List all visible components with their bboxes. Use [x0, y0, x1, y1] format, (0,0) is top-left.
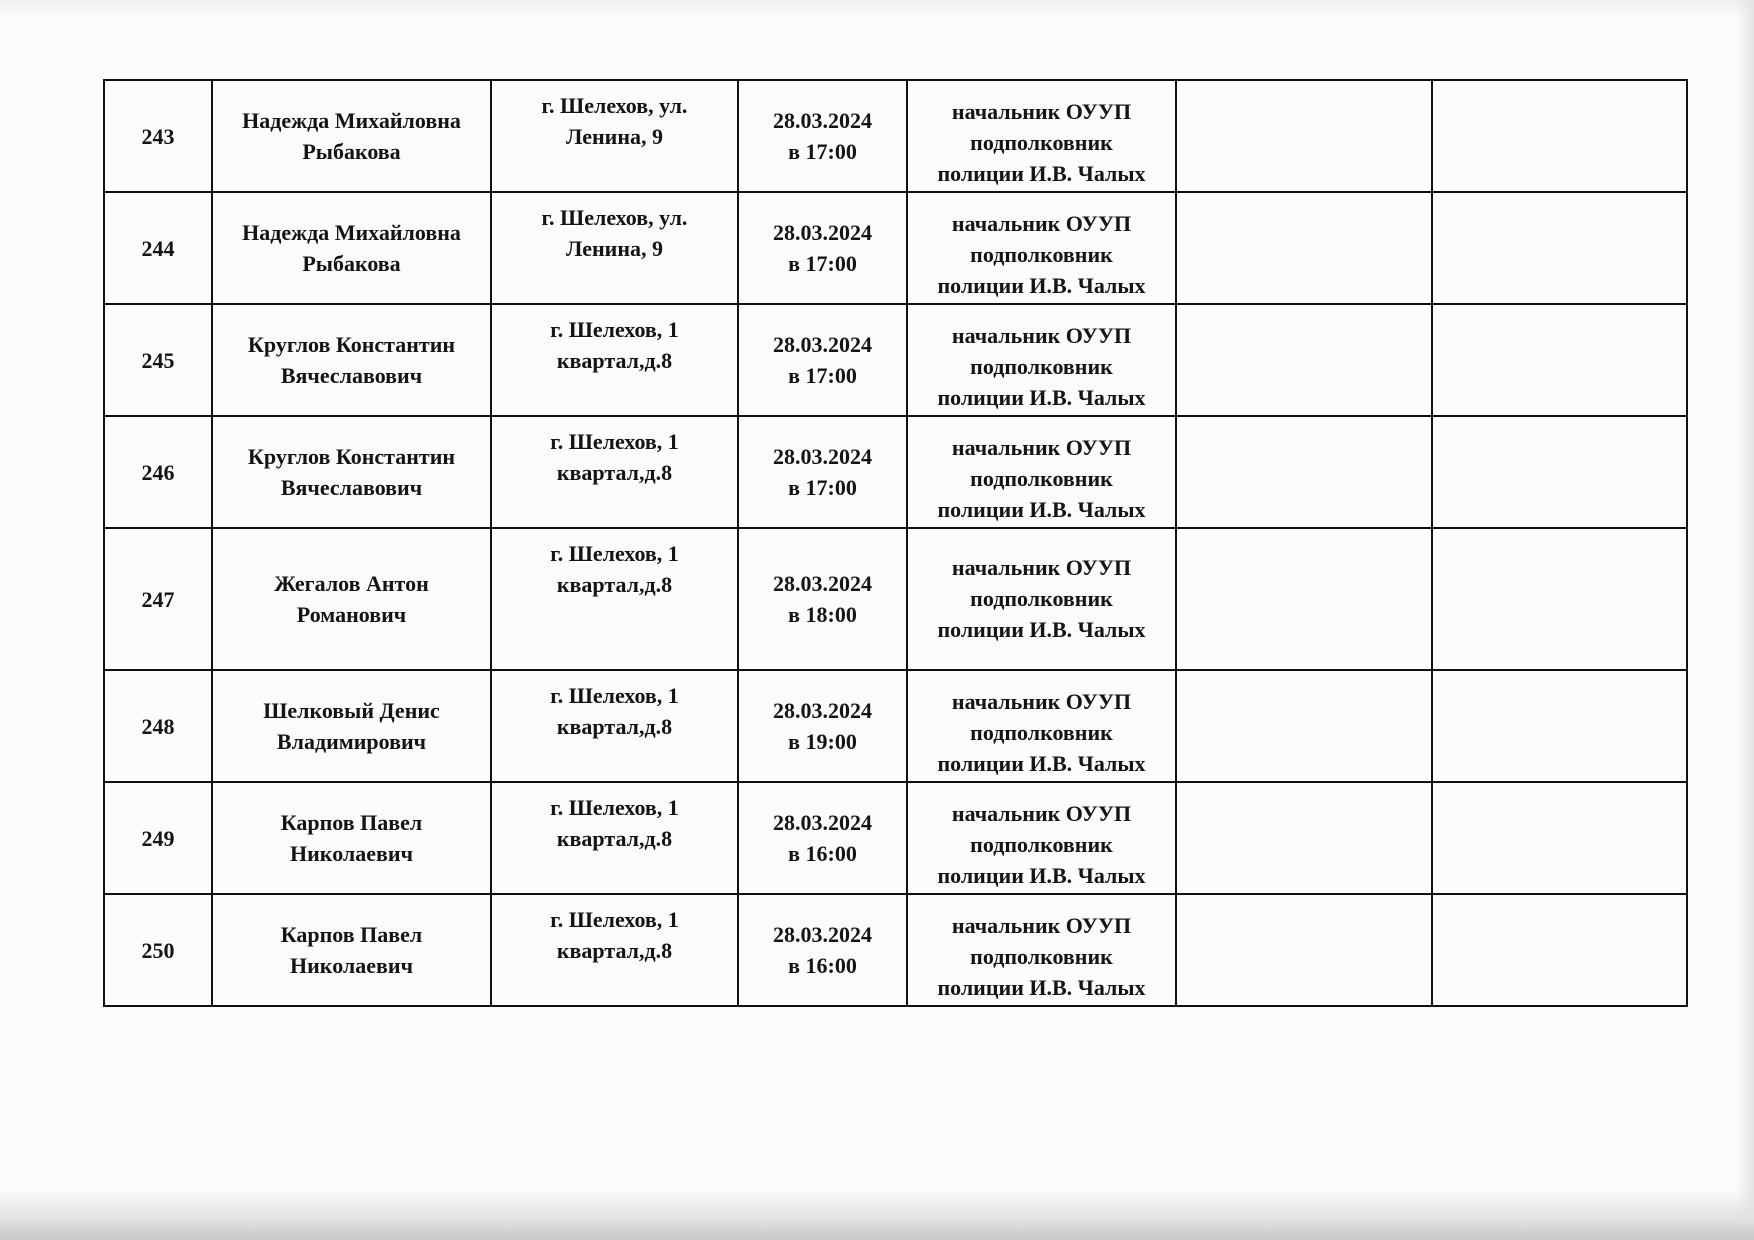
address: г. Шелехов, ул. Ленина, 9: [491, 192, 738, 304]
empty-cell: [1432, 416, 1687, 528]
row-number: 249: [104, 782, 212, 894]
date-time: 28.03.2024 в 17:00: [738, 80, 907, 192]
date-time: 28.03.2024 в 16:00: [738, 894, 907, 1006]
date-time: 28.03.2024 в 17:00: [738, 192, 907, 304]
officer: начальник ОУУП подполковник полиции И.В. Чалых: [907, 670, 1176, 782]
row-number: 250: [104, 894, 212, 1006]
address: г. Шелехов, 1 квартал,д.8: [491, 894, 738, 1006]
date-time: 28.03.2024 в 17:00: [738, 416, 907, 528]
empty-cell: [1176, 80, 1432, 192]
person-name: Жегалов Антон Романович: [212, 528, 491, 670]
table-row: [104, 192, 1687, 304]
officer: начальник ОУУП подполковник полиции И.В. Чалых: [907, 304, 1176, 416]
person-name: Шелковый Денис Владимирович: [212, 670, 491, 782]
person-name: Карпов Павел Николаевич: [212, 894, 491, 1006]
row-number: 248: [104, 670, 212, 782]
officer: начальник ОУУП подполковник полиции И.В. Чалых: [907, 192, 1176, 304]
empty-cell: [1176, 782, 1432, 894]
person-name: Круглов Константин Вячеславович: [212, 304, 491, 416]
scan-shadow-right: [1736, 0, 1754, 1240]
address: г. Шелехов, 1 квартал,д.8: [491, 416, 738, 528]
address: г. Шелехов, ул. Ленина, 9: [491, 80, 738, 192]
empty-cell: [1432, 894, 1687, 1006]
date-time: 28.03.2024 в 16:00: [738, 782, 907, 894]
officer: начальник ОУУП подполковник полиции И.В. Чалых: [907, 782, 1176, 894]
empty-cell: [1432, 670, 1687, 782]
row-number: 247: [104, 528, 212, 670]
empty-cell: [1432, 782, 1687, 894]
row-number: 246: [104, 416, 212, 528]
empty-cell: [1176, 528, 1432, 670]
table-row: [104, 782, 1687, 894]
date-time: 28.03.2024 в 18:00: [738, 528, 907, 670]
person-name: Надежда Михайловна Рыбакова: [212, 80, 491, 192]
empty-cell: [1176, 894, 1432, 1006]
table-row: [104, 80, 1687, 192]
date-time: 28.03.2024 в 19:00: [738, 670, 907, 782]
empty-cell: [1176, 192, 1432, 304]
officer: начальник ОУУП подполковник полиции И.В. Чалых: [907, 894, 1176, 1006]
address: г. Шелехов, 1 квартал,д.8: [491, 670, 738, 782]
table-row: [104, 670, 1687, 782]
person-name: Надежда Михайловна Рыбакова: [212, 192, 491, 304]
row-number: 243: [104, 80, 212, 192]
scan-shadow-bottom: [0, 1190, 1754, 1240]
register-table: [103, 79, 1688, 1007]
scan-shadow-top: [0, 0, 1754, 18]
row-number: 244: [104, 192, 212, 304]
table-row: [104, 304, 1687, 416]
table-row: [104, 528, 1687, 670]
table-row: [104, 416, 1687, 528]
table-row: [104, 894, 1687, 1006]
address: г. Шелехов, 1 квартал,д.8: [491, 304, 738, 416]
empty-cell: [1176, 670, 1432, 782]
person-name: Круглов Константин Вячеславович: [212, 416, 491, 528]
empty-cell: [1176, 304, 1432, 416]
empty-cell: [1432, 80, 1687, 192]
empty-cell: [1432, 192, 1687, 304]
empty-cell: [1432, 304, 1687, 416]
officer: начальник ОУУП подполковник полиции И.В. Чалых: [907, 528, 1176, 670]
empty-cell: [1176, 416, 1432, 528]
row-number: 245: [104, 304, 212, 416]
person-name: Карпов Павел Николаевич: [212, 782, 491, 894]
officer: начальник ОУУП подполковник полиции И.В. Чалых: [907, 80, 1176, 192]
address: г. Шелехов, 1 квартал,д.8: [491, 782, 738, 894]
empty-cell: [1432, 528, 1687, 670]
date-time: 28.03.2024 в 17:00: [738, 304, 907, 416]
address: г. Шелехов, 1 квартал,д.8: [491, 528, 738, 670]
officer: начальник ОУУП подполковник полиции И.В. Чалых: [907, 416, 1176, 528]
